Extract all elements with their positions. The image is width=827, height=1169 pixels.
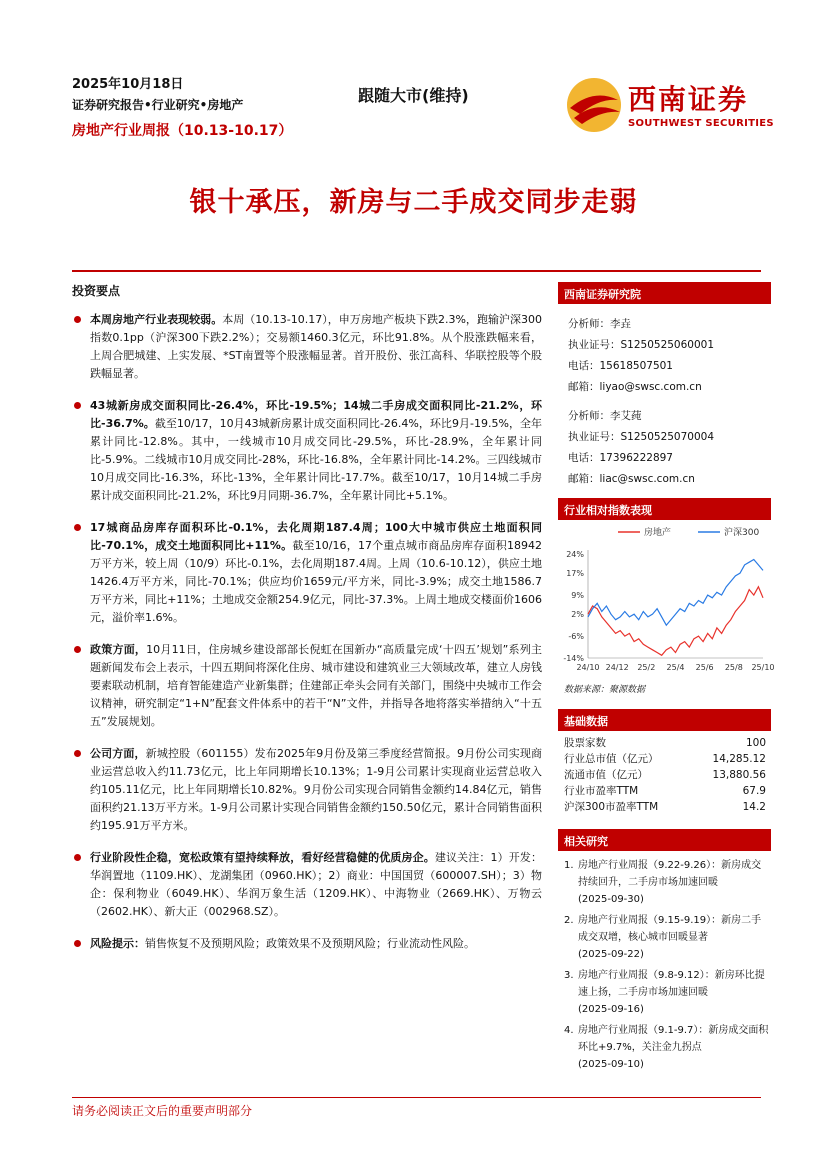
related-title: 房地产行业周报（9.1-9.7）：新房成交面积环比+9.7%，关注金九拐点 [578,1025,769,1053]
y-tick-label: 2% [571,610,584,620]
basic-data-bar: 基础数据 [558,709,771,731]
related-title: 房地产行业周报（9.8-9.12）：新房环比提速上扬，二手房市场加速回暖 [578,970,765,998]
y-tick-label: -14% [563,654,584,663]
research-institute-bar: 西南证券研究院 [558,282,771,304]
investment-summary [72,282,542,967]
x-tick-label: 25/6 [695,663,714,672]
related-title: 房地产行业周报（9.15-9.19）：新房二手成交双增，核心城市回暖显著 [578,915,762,943]
summary-bullet [72,397,542,505]
bullet-heading: 风险提示： [90,937,145,950]
related-date: (2025-09-16) [578,1004,644,1015]
logo-english-name: SOUTHWEST SECURITIES [628,118,774,129]
footer-divider [72,1097,761,1098]
bullet-text: 新城控股（601155）发布2025年9月份及第三季度经营简报。9月份公司实现商业运营总收入约11.73亿元，比上年同期增长10.13%；1-9月公司累计实现商业运营总收入约105.11亿元，比上年同期增长10.82%。9月份公司实现合同销售金额约14.84亿元，销售面积约21.13万平方米。1-9月公司累计实现合同销售金额约150.50亿元，累计合同销售面积约195.91万平方米。 [90,747,543,832]
y-tick-label: 24% [566,550,584,559]
related-date: (2025-09-10) [578,1059,644,1070]
legend-label: 沪深300 [724,528,760,538]
logo-name: 西南证券 [628,83,749,116]
analyst-card [558,314,771,398]
related-number: 2. [564,915,574,926]
basic-data-value: 13,880.56 [712,769,766,781]
basic-data-value: 14,285.12 [712,753,766,765]
related-number: 1. [564,860,574,871]
analyst-phone: 电话：15618507501 [568,360,673,372]
analyst-cert: 执业证号：S1250525070004 [568,431,715,443]
bullet-icon [74,750,81,757]
basic-data-value: 100 [745,737,766,749]
analyst-email[interactable]: 邮箱：liac@swsc.com.cn [568,473,695,485]
analyst-email[interactable]: 邮箱：liyao@swsc.com.cn [568,381,702,393]
basic-data-row [562,751,768,767]
x-tick-label: 25/2 [637,663,656,672]
summary-bullet [72,519,542,627]
legend-label: 房地产 [644,528,672,538]
bullet-icon [74,402,81,409]
analyst-role: 分析师：李垚 [568,318,631,330]
related-research-list [558,857,771,1073]
basic-data-row [562,783,768,799]
chart-source: 数据来源：聚源数据 [564,685,646,695]
index-chart-bar: 行业相对指数表现 [558,498,771,520]
x-tick-label: 24/12 [605,663,629,672]
basic-data-row [562,799,768,815]
bullet-heading: 政策方面， [90,643,147,656]
bullet-icon [74,646,81,653]
x-tick-label: 25/10 [751,663,775,672]
header-divider [72,270,761,272]
related-date: (2025-09-30) [578,894,644,905]
bullet-icon [74,524,81,531]
analyst-phone: 电话：17396222897 [568,452,673,464]
bullet-heading: 行业阶段性企稳，宽松政策有望持续释放，看好经营稳健的优质房企。 [90,851,435,864]
related-research-bar: 相关研究 [558,829,771,851]
related-research-item[interactable] [564,1022,771,1073]
related-research-item[interactable] [564,967,771,1018]
bullet-heading: 本周房地产行业表现较弱。 [90,313,223,326]
y-tick-label: -6% [568,632,584,642]
y-tick-label: 17% [566,569,584,579]
basic-data-key: 流通市值（亿元） [564,769,648,781]
basic-data-value: 67.9 [742,785,766,797]
summary-bullet [72,849,542,921]
index-chart-svg [558,520,775,680]
summary-bullet [72,745,542,835]
related-number: 3. [564,970,574,981]
summary-bullet [72,935,542,953]
report-type: 证券研究报告•行业研究•房地产 [72,98,244,112]
bullet-text: 建议关注：1）开发：华润置地（1109.HK）、龙湖集团（0960.HK）；2）商业：中国国贸（600007.SH）；3）物企：保利物业（6049.HK）、华润万象生活（1209.HK）、中海物业（2669.HK）、万物云（2602.HK）、新大正（002968.SZ）。 [90,851,542,918]
related-title: 房地产行业周报（9.22-9.26）：新房成交持续回升，二手房市场加速回暖 [578,860,762,888]
report-weekly-title: 房地产行业周报（10.13-10.17） [72,123,293,139]
basic-data-key: 行业总市值（亿元） [564,753,659,765]
analyst-cert: 执业证号：S1250525060001 [568,339,715,351]
sidebar [558,282,775,1077]
related-research-item[interactable] [564,912,771,963]
y-tick-label: 9% [571,591,584,601]
bullet-text: 截至10/17，10月43城新房累计成交面积同比-26.4%，环比9月-19.5%，全年累计同比-12.8%。其中，一线城市10月成交同比-29.5%，环比-28.9%，全年累计同比-5.9%。二线城市10月成交同比-28%，环比-16.8%，全年累计同比-14.2%。三四线城市10月成交同比-16.3%，环比-13%，全年累计同比-17.7%。截至10/17，10月14城二手房累计成交面积同比-21.2%，环比9月同期-36.7%，全年累计同比+5.1%。 [90,417,542,502]
basic-data-key: 沪深300市盈率TTM [564,801,659,813]
industry-rating: 跟随大市(维持) [358,86,469,105]
bullet-heading: 17城商品房库存面积环比-0.1%，去化周期187.4周；100大中城市供应土地面积同比-70.1%，成交土地面积同比+11%。 [90,521,542,552]
basic-data-key: 行业市盈率TTM [564,785,639,797]
bullet-text: 销售恢复不及预期风险；政策效果不及预期风险；行业流动性风险。 [145,937,475,950]
analyst-role: 分析师：李艾莼 [568,410,642,422]
summary-bullet [72,311,542,383]
summary-bullet [72,641,542,731]
bullet-text: 10月11日，住房城乡建设部部长倪虹在国新办“高质量完成‘十四五’规划”系列主题新闻发布会上表示，十四五期间将深化住房、城市建设和建筑业三大领域改革，建立人房钱要素联动机制，培育智能建造产业新集群；住建部正牵头会同有关部门，围绕中央城市工作会议精神，研究制定“1+N”配套文件体系中的若干“N”文件，并指导各地将落实举措纳入“十五五”发展规划。 [90,643,542,728]
series-line-1 [588,560,763,626]
bullet-icon [74,854,81,861]
bullet-text: 本周（10.13-10.17），申万房地产板块下跌2.3%，跑输沪深300指数0.1pp（沪深300下跌2.2%）；交易额1460.3亿元，环比91.8%。从个股涨跌幅来看，上周合肥城建、上实发展、*ST南置等个股涨幅显著。首开股份、张江高科、华联控股等个股跌幅显著。 [90,313,543,380]
basic-data-row [562,767,768,783]
summary-label: 投资要点 [72,284,121,298]
related-research-item[interactable] [564,857,771,908]
index-chart [558,520,775,680]
bullet-heading: 43城新房成交面积同比-26.4%，环比-19.5%；14城二手房成交面积同比-21.2%，环比-36.7%。 [90,399,542,430]
x-tick-label: 25/8 [724,663,743,672]
basic-data-key: 股票家数 [564,737,606,749]
bullet-icon [74,940,81,947]
bullet-text: 截至10/16，17个重点城市商品房库存面积18942万平方米，较上周（10/9）环比-0.1%，去化周期187.4周。上周（10.6-10.12），供应土地1426.4万平方米，同比-70.1%；供应均价1659元/平方米，同比-3.9%；成交土地1586.7万平方米，同比+11%；土地成交金额254.9亿元，同比-37.3%。上周土地成交楼面价1606元，溢价率1.6%。 [90,539,542,624]
related-date: (2025-09-22) [578,949,644,960]
series-line-0 [588,587,763,656]
basic-data-value: 14.2 [742,801,766,813]
main-title: 银十承压，新房与二手成交同步走弱 [189,187,638,218]
x-tick-label: 24/10 [576,663,600,672]
related-number: 4. [564,1025,574,1036]
basic-data-row [562,735,768,751]
footer-disclaimer: 请务必阅读正文后的重要声明部分 [72,1104,253,1118]
bullet-icon [74,316,81,323]
basic-data-table [562,735,768,815]
bullet-heading: 公司方面， [90,747,146,760]
report-date: 2025年10月18日 [72,77,184,92]
x-tick-label: 25/4 [666,663,685,672]
analyst-card [558,406,771,490]
